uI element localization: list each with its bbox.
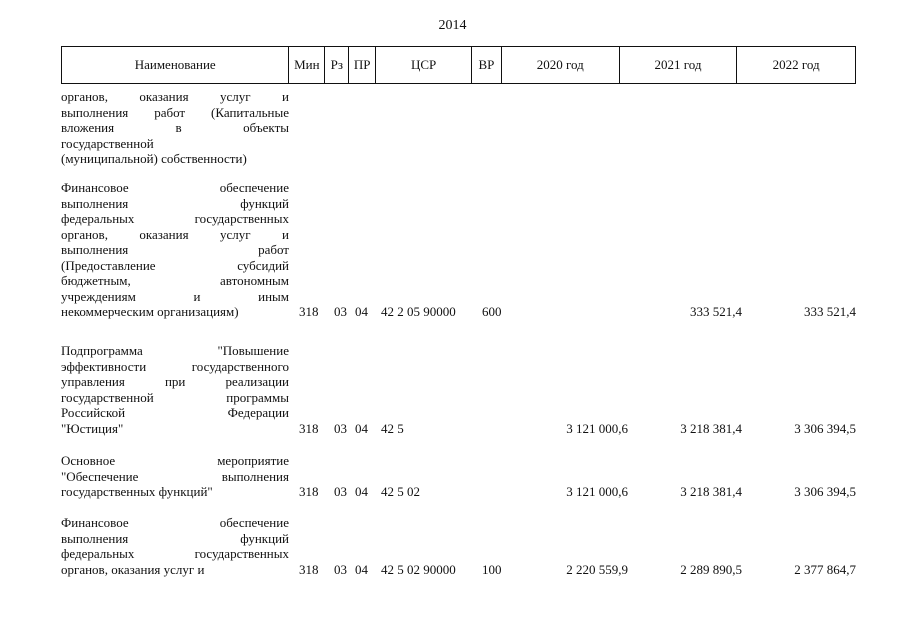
- row-name-line: некоммерческим организациям): [61, 304, 239, 319]
- header-2022: 2022 год: [772, 57, 820, 72]
- row-values: [299, 562, 856, 578]
- cell-2020: 3 121 000,6: [566, 484, 628, 499]
- row-values: [299, 421, 856, 437]
- row-name-line: "Обеспечение выполнения: [61, 468, 289, 484]
- row-name-line: (Предоставление субсидий: [61, 257, 289, 273]
- row-name-line: выполнения работ (Капитальные: [61, 104, 289, 120]
- row-name-line: Российской Федерации: [61, 405, 289, 420]
- row-name-line: федеральных государственных: [61, 211, 289, 226]
- cell-csr: 42 5 02: [381, 484, 420, 499]
- cell-csr: 42 5: [381, 420, 404, 436]
- cell-2020: 3 121 000,6: [566, 420, 628, 436]
- header-min: Мин: [289, 47, 325, 83]
- row-name-line: государственной программы: [61, 389, 289, 405]
- row-name: [61, 453, 289, 500]
- row-name-line: бюджетным, автономным: [61, 273, 289, 288]
- cell-2021: 3 218 381,4: [680, 420, 742, 436]
- header-name: Наименование: [62, 47, 289, 83]
- cell-pr: 04: [355, 420, 368, 436]
- row-values: [299, 151, 856, 167]
- row-name-line: эффективности государственного: [61, 358, 289, 374]
- header-csr: ЦСР: [376, 47, 472, 83]
- row-name: [61, 343, 289, 436]
- row-name-line: государственной: [61, 135, 154, 151]
- cell-rz: 03: [334, 561, 347, 577]
- row-name-line: органов, оказания услуг и: [61, 561, 205, 577]
- row-name-line: Финансовое обеспечение: [61, 515, 289, 530]
- row-name-line: выполнения функций: [61, 530, 289, 546]
- header-rz: Рз: [325, 47, 349, 83]
- row-name-line: федеральных государственных: [61, 546, 289, 561]
- cell-2020: 2 220 559,9: [566, 561, 628, 577]
- cell-2022: 3 306 394,5: [794, 484, 856, 499]
- cell-2021: 333 521,4: [690, 304, 742, 319]
- cell-min: 318: [299, 304, 319, 319]
- cell-pr: 04: [355, 561, 368, 577]
- row-name-line: Основное мероприятие: [61, 453, 289, 468]
- row-name-line: органов, оказания услуг и: [61, 226, 289, 242]
- row-name-line: "Юстиция": [61, 420, 124, 436]
- row-name: [61, 89, 289, 167]
- cell-csr: 42 5 02 90000: [381, 561, 456, 577]
- cell-pr: 04: [355, 304, 368, 319]
- cell-vr: 600: [482, 304, 502, 319]
- row-name-line: Финансовое обеспечение: [61, 180, 289, 195]
- cell-rz: 03: [334, 304, 347, 319]
- row-name-line: управления при реализации: [61, 374, 289, 389]
- row-name: [61, 180, 289, 320]
- row-name-line: выполнения работ: [61, 242, 289, 257]
- cell-2022: 2 377 864,7: [794, 561, 856, 577]
- row-name: [61, 515, 289, 577]
- row-name-line: органов, оказания услуг и: [61, 89, 289, 104]
- cell-2022: 333 521,4: [804, 304, 856, 319]
- row-values: [299, 484, 856, 500]
- cell-vr: 100: [482, 561, 502, 577]
- header-2020: 2020 год: [502, 47, 620, 83]
- header-2021: 2021 год: [620, 47, 738, 83]
- page-number: 2014: [438, 18, 467, 33]
- row-name-line: выполнения функций: [61, 195, 289, 211]
- header-pr: ПР: [349, 47, 376, 83]
- header-vr: ВР: [472, 47, 502, 83]
- row-name-line: (муниципальной) собственности): [61, 151, 247, 166]
- cell-csr: 42 2 05 90000: [381, 304, 456, 319]
- cell-pr: 04: [355, 484, 368, 499]
- row-name-line: вложения в объекты: [61, 120, 289, 135]
- cell-min: 318: [299, 561, 319, 577]
- cell-2022: 3 306 394,5: [794, 420, 856, 436]
- cell-rz: 03: [334, 420, 347, 436]
- cell-min: 318: [299, 484, 319, 499]
- row-name-line: Подпрограмма "Повышение: [61, 343, 289, 358]
- cell-rz: 03: [334, 484, 347, 499]
- row-name-line: государственных функций": [61, 484, 213, 499]
- cell-2021: 2 289 890,5: [680, 561, 742, 577]
- row-name-line: учреждениям и иным: [61, 288, 289, 304]
- table-header: [61, 46, 856, 84]
- cell-2021: 3 218 381,4: [680, 484, 742, 499]
- cell-min: 318: [299, 420, 319, 436]
- row-values: [299, 304, 856, 320]
